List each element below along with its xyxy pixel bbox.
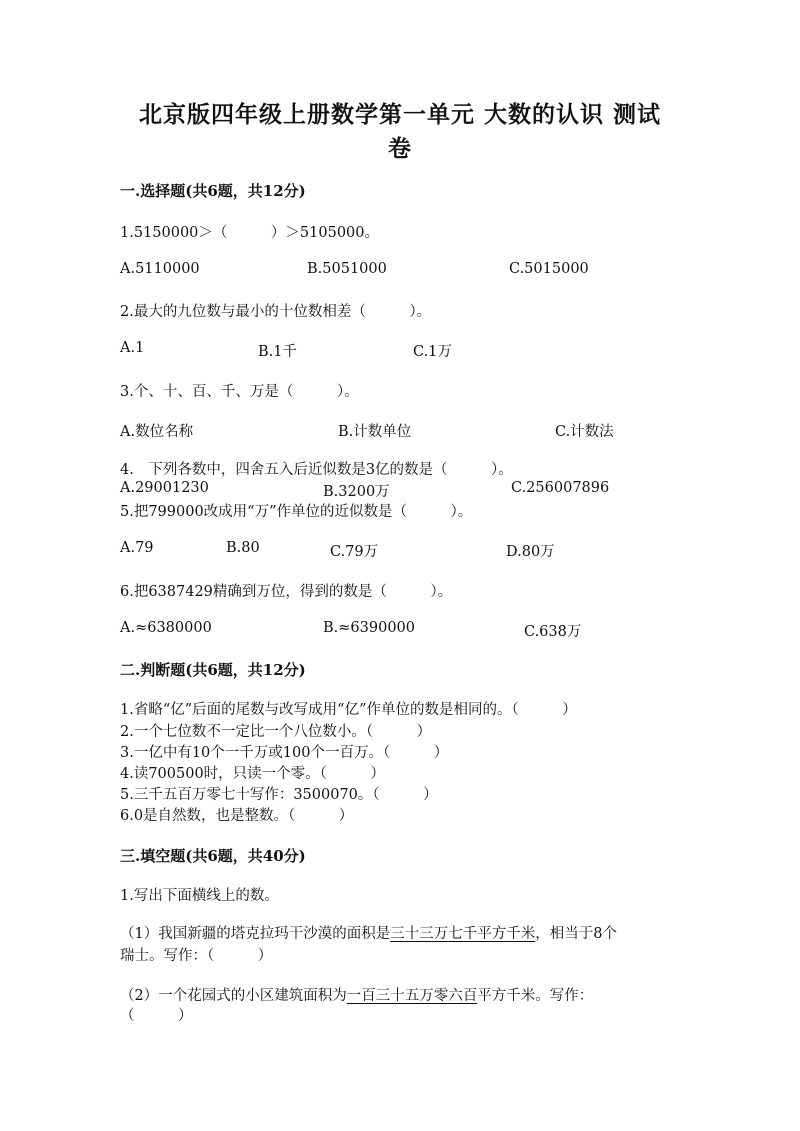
option-2b: B.1千 xyxy=(258,344,297,360)
option-4c: C.256007896 xyxy=(511,480,610,496)
fill-sub-1 xyxy=(120,922,617,943)
judge-item-3: 3.一亿中有10个一千万或100个一百万。（ ） xyxy=(120,745,449,761)
option-1a: A.5110000 xyxy=(120,261,200,277)
option-5d: D.80万 xyxy=(506,544,555,560)
fill-sub-1-line2: 瑞士。写作：（ ） xyxy=(120,948,273,964)
fill-sub-1-suffix: ，相当于8个 xyxy=(535,926,617,942)
option-3c: C.计数法 xyxy=(555,424,614,440)
page-title-continued: 卷 xyxy=(388,135,412,162)
question-6: 6.把6387429精确到万位，得到的数是（ ）。 xyxy=(120,584,453,600)
option-3a: A.数位名称 xyxy=(120,424,194,440)
fill-sub-2-underlined: 一百三十五万零六百 xyxy=(346,988,478,1004)
fill-sub-2-prefix: （2）一个花园式的小区建筑面积为 xyxy=(120,988,347,1004)
option-5c: C.79万 xyxy=(330,544,379,560)
option-6b: B.≈6390000 xyxy=(323,620,415,636)
section-header-choice: 一.选择题(共6题，共12分) xyxy=(120,182,306,200)
option-2c: C.1万 xyxy=(413,344,452,360)
option-2a: A.1 xyxy=(120,340,145,356)
option-6a: A.≈6380000 xyxy=(120,620,212,636)
option-5a: A.79 xyxy=(120,540,154,556)
page-title: 北京版四年级上册数学第一单元 大数的认识 测试 xyxy=(138,101,661,128)
question-2: 2.最大的九位数与最小的十位数相差（ ）。 xyxy=(120,304,432,320)
option-5b: B.80 xyxy=(226,540,260,556)
question-5: 5.把799000改成用“万”作单位的近似数是（ ）。 xyxy=(120,504,473,520)
judge-item-5: 5.三千五百万零七十写作：3500070。（ ） xyxy=(120,787,438,803)
question-3: 3.个、十、百、千、万是（ ）。 xyxy=(120,384,359,400)
option-1b: B.5051000 xyxy=(307,261,387,277)
question-4: 4. 下列各数中，四舍五入后近似数是3亿的数是（ ）。 xyxy=(120,462,513,478)
judge-item-6: 6.0是自然数，也是整数。（ ） xyxy=(120,808,354,824)
fill-sub-1-underlined: 三十三万七千平方千米 xyxy=(390,926,536,942)
judge-item-2: 2.一个七位数不一定比一个八位数小。（ ） xyxy=(120,724,432,740)
option-6c: C.638万 xyxy=(524,624,582,640)
option-4a: A.29001230 xyxy=(120,480,209,496)
fill-sub-2-suffix: 平方千米。写作： xyxy=(477,988,594,1004)
fill-sub-2-line2: （ ） xyxy=(120,1008,193,1024)
question-1: 1.5150000＞（ ）＞5105000。 xyxy=(120,225,379,241)
option-4b: B.3200万 xyxy=(323,484,390,500)
fill-question-1: 1.写出下面横线上的数。 xyxy=(120,888,279,904)
fill-sub-2 xyxy=(120,984,593,1005)
option-1c: C.5015000 xyxy=(509,261,589,277)
judge-item-1: 1.省略“亿”后面的尾数与改写成用“亿”作单位的数是相同的。（ ） xyxy=(120,702,577,718)
option-3b: B.计数单位 xyxy=(338,424,412,440)
judge-item-4: 4.读700500时，只读一个零。（ ） xyxy=(120,766,385,782)
section-header-fill: 三.填空题(共6题，共40分) xyxy=(120,847,306,865)
section-header-judge: 二.判断题(共6题，共12分) xyxy=(120,661,306,679)
fill-sub-1-prefix: （1）我国新疆的塔克拉玛干沙漠的面积是 xyxy=(120,926,391,942)
